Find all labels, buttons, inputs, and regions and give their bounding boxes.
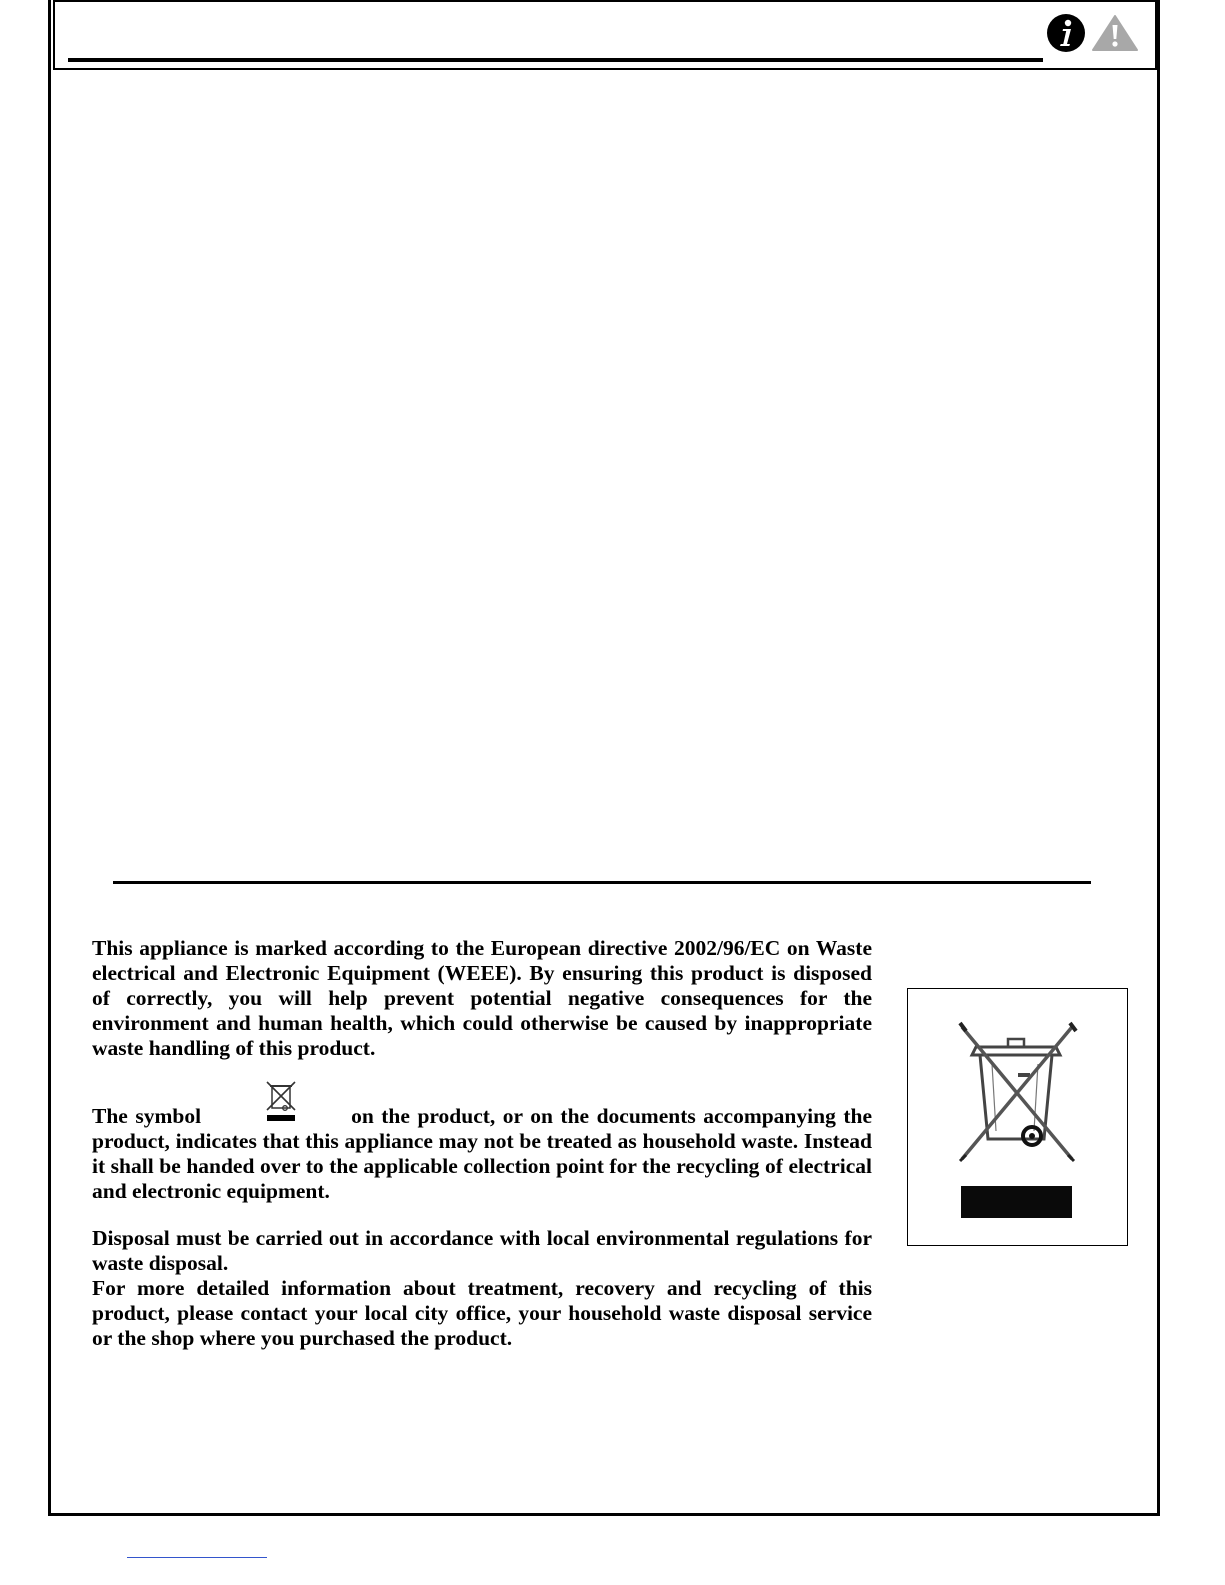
symbol-text-after: on the product, or on the documents accompanying the product, indicates that this appliance may not be treated as household waste. Instead it shall be handed over to the applicable collection point for the recycling of electrical and electronic equipment. [92,1104,872,1203]
weee-notice [92,936,872,1351]
weee-paragraph-symbol [92,1085,872,1204]
footer-link-underline [127,1557,267,1558]
weee-paragraph-directive: This appliance is marked according to the European directive 2002/96/EC on Waste electrical and Electronic Equipment (WEEE). By ensuring this product is disposed of correctly, you will help prevent potential negative consequences for the environment and human health, which could otherwise be caused by inappropriate waste handling of this product. [92,936,872,1060]
weee-paragraph-contact: For more detailed information about treatment, recovery and recycling of this product, please contact your local city office, your household waste disposal service or the shop where you purchased the product. [92,1276,872,1350]
info-icon [1046,13,1086,53]
section-divider [113,881,1091,884]
warning-icon [1091,14,1139,52]
weee-symbol-box [907,988,1128,1246]
inline-bin-icon [261,1081,301,1123]
symbol-text-before: The symbol [92,1104,202,1128]
header-rule [68,58,1043,62]
weee-paragraph-disposal: Disposal must be carried out in accordance with local environmental regulations for waste disposal. [92,1226,872,1275]
crossed-out-wheelie-bin-icon [908,989,1129,1247]
